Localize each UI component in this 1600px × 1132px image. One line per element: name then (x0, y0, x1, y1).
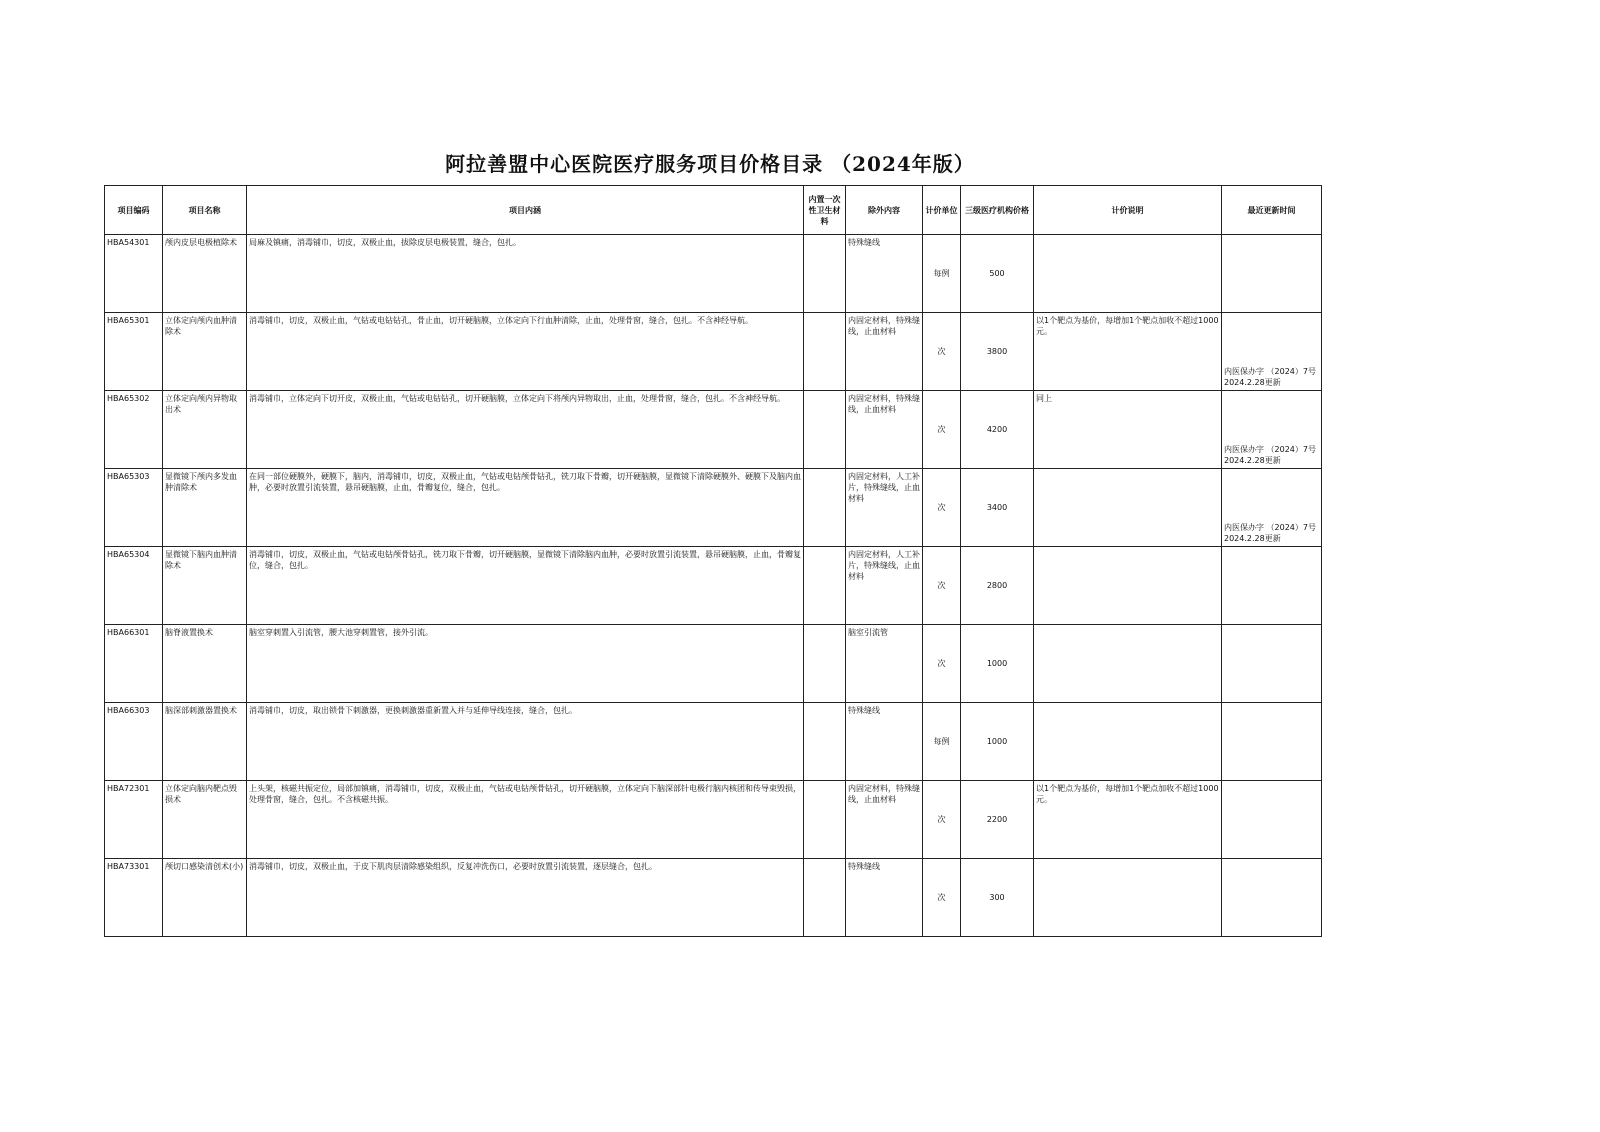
cell-updated (1222, 235, 1322, 313)
cell-price: 500 (961, 235, 1034, 313)
cell-content: 消毒铺巾，切皮，双极止血，于皮下肌肉层清除感染组织，反复冲洗伤口，必要时放置引流装置，逐层缝合，包扎。 (247, 859, 804, 937)
cell-material (804, 235, 846, 313)
cell-updated (1222, 547, 1322, 625)
cell-name: 颅切口感染清创术(小) (163, 859, 247, 937)
price-table (104, 185, 1322, 937)
cell-excluded: 特殊缝线 (846, 859, 923, 937)
cell-name: 显微镜下脑内血肿清除术 (163, 547, 247, 625)
cell-updated (1222, 781, 1322, 859)
cell-name: 立体定向颅内血肿清除术 (163, 313, 247, 391)
cell-note (1034, 235, 1222, 313)
cell-price: 3400 (961, 469, 1034, 547)
header-name: 项目名称 (163, 186, 247, 235)
cell-material (804, 391, 846, 469)
cell-excluded: 内固定材料，人工补片，特殊缝线，止血材料 (846, 547, 923, 625)
cell-updated (1222, 703, 1322, 781)
cell-note (1034, 625, 1222, 703)
cell-price: 4200 (961, 391, 1034, 469)
cell-note: 以1个靶点为基价，每增加1个靶点加收不超过1000元。 (1034, 313, 1222, 391)
cell-unit: 每例 (923, 703, 961, 781)
cell-price: 2200 (961, 781, 1034, 859)
cell-price: 1000 (961, 625, 1034, 703)
cell-material (804, 313, 846, 391)
table-row (105, 235, 1322, 313)
header-updated: 最近更新时间 (1222, 186, 1322, 235)
table-row (105, 781, 1322, 859)
cell-unit: 次 (923, 547, 961, 625)
cell-price: 3800 (961, 313, 1034, 391)
cell-code: HBA54301 (105, 235, 163, 313)
table-body (105, 235, 1322, 937)
cell-code: HBA73301 (105, 859, 163, 937)
header-unit: 计价单位 (923, 186, 961, 235)
cell-name: 脑脊液置换术 (163, 625, 247, 703)
cell-content: 脑室穿刺置入引流管，腰大池穿刺置管，接外引流。 (247, 625, 804, 703)
cell-price: 1000 (961, 703, 1034, 781)
cell-content: 消毒铺巾，立体定向下切开皮，双极止血，气钻或电钻钻孔，切开硬脑膜，立体定向下将颅内异物取出，止血，处理骨窗，缝合，包扎。不含神经导航。 (247, 391, 804, 469)
cell-code: HBA65301 (105, 313, 163, 391)
cell-updated (1222, 859, 1322, 937)
cell-material (804, 859, 846, 937)
header-excluded: 除外内容 (846, 186, 923, 235)
table-row (105, 469, 1322, 547)
header-material: 内置一次性卫生材料 (804, 186, 846, 235)
cell-price: 300 (961, 859, 1034, 937)
cell-excluded: 内固定材料，特殊缝线，止血材料 (846, 391, 923, 469)
cell-material (804, 469, 846, 547)
cell-excluded: 特殊缝线 (846, 703, 923, 781)
header-note: 计价说明 (1034, 186, 1222, 235)
cell-unit: 次 (923, 781, 961, 859)
cell-content: 局麻及镇痛，消毒铺巾，切皮，双极止血，拔除皮层电极装置，缝合，包扎。 (247, 235, 804, 313)
cell-name: 颅内皮层电极植除术 (163, 235, 247, 313)
cell-name: 立体定向脑内靶点毁损术 (163, 781, 247, 859)
cell-unit: 次 (923, 391, 961, 469)
table-row (105, 703, 1322, 781)
cell-updated: 内医保办字 （2024）7号 2024.2.28更新 (1222, 313, 1322, 391)
header-price: 三级医疗机构价格 (961, 186, 1034, 235)
cell-unit: 每例 (923, 235, 961, 313)
cell-note: 以1个靶点为基价，每增加1个靶点加收不超过1000元。 (1034, 781, 1222, 859)
cell-updated: 内医保办字 （2024）7号 2024.2.28更新 (1222, 391, 1322, 469)
cell-unit: 次 (923, 313, 961, 391)
cell-unit: 次 (923, 469, 961, 547)
cell-content: 消毒铺巾，切皮，双极止血，气钻或电钻钻孔，骨止血，切开硬脑膜，立体定向下行血肿清除，止血，处理骨窗，缝合，包扎。不含神经导航。 (247, 313, 804, 391)
cell-excluded: 内固定材料，特殊缝线，止血材料 (846, 781, 923, 859)
cell-updated: 内医保办字 （2024）7号 2024.2.28更新 (1222, 469, 1322, 547)
cell-code: HBA65304 (105, 547, 163, 625)
cell-price: 2800 (961, 547, 1034, 625)
cell-code: HBA66301 (105, 625, 163, 703)
table-row (105, 859, 1322, 937)
cell-material (804, 547, 846, 625)
cell-material (804, 781, 846, 859)
cell-note (1034, 547, 1222, 625)
table-row (105, 313, 1322, 391)
cell-content: 消毒铺巾，切皮，双极止血，气钻或电钻颅骨钻孔，铣刀取下骨瓣，切开硬脑膜，显微镜下清除脑内血肿，必要时放置引流装置，悬吊硬脑膜，止血，骨瓣复位，缝合，包扎。 (247, 547, 804, 625)
cell-unit: 次 (923, 859, 961, 937)
cell-excluded: 内固定材料，特殊缝线，止血材料 (846, 313, 923, 391)
cell-name: 脑深部刺激器置换术 (163, 703, 247, 781)
cell-content: 上头架，核磁共振定位，局部加镇痛，消毒铺巾，切皮，双极止血，气钻或电钻颅骨钻孔，切开硬脑膜，立体定向下脑深部针电极行脑内核团和传导束毁损，处理骨窗，缝合，包扎。不含核磁共振。 (247, 781, 804, 859)
cell-content: 消毒铺巾，切皮，取出锁骨下刺激器，更换刺激器重新置入并与延伸导线连接，缝合，包扎。 (247, 703, 804, 781)
cell-note: 同上 (1034, 391, 1222, 469)
cell-name: 显微镜下颅内多发血肿清除术 (163, 469, 247, 547)
header-code: 项目编码 (105, 186, 163, 235)
header-content: 项目内涵 (247, 186, 804, 235)
cell-content: 在同一部位硬膜外，硬膜下，脑内，消毒铺巾，切皮，双极止血，气钻或电钻颅骨钻孔，铣刀取下骨瓣，切开硬脑膜，显微镜下清除硬膜外、硬膜下及脑内血肿，必要时放置引流装置，悬吊硬脑膜，止血，骨瓣复位，缝合，包扎。 (247, 469, 804, 547)
cell-material (804, 703, 846, 781)
cell-code: HBA65302 (105, 391, 163, 469)
table-row (105, 625, 1322, 703)
cell-excluded: 特殊缝线 (846, 235, 923, 313)
cell-excluded: 内固定材料，人工补片，特殊缝线，止血材料 (846, 469, 923, 547)
cell-code: HBA66303 (105, 703, 163, 781)
table-row (105, 391, 1322, 469)
table-row (105, 547, 1322, 625)
cell-name: 立体定向颅内异物取出术 (163, 391, 247, 469)
cell-note (1034, 469, 1222, 547)
document-title: 阿拉善盟中心医院医疗服务项目价格目录 （2024年版） (445, 152, 975, 176)
cell-unit: 次 (923, 625, 961, 703)
cell-note (1034, 703, 1222, 781)
cell-code: HBA72301 (105, 781, 163, 859)
cell-note (1034, 859, 1222, 937)
cell-excluded: 脑室引流管 (846, 625, 923, 703)
cell-updated (1222, 625, 1322, 703)
table-header-row (105, 186, 1322, 235)
cell-code: HBA65303 (105, 469, 163, 547)
cell-material (804, 625, 846, 703)
